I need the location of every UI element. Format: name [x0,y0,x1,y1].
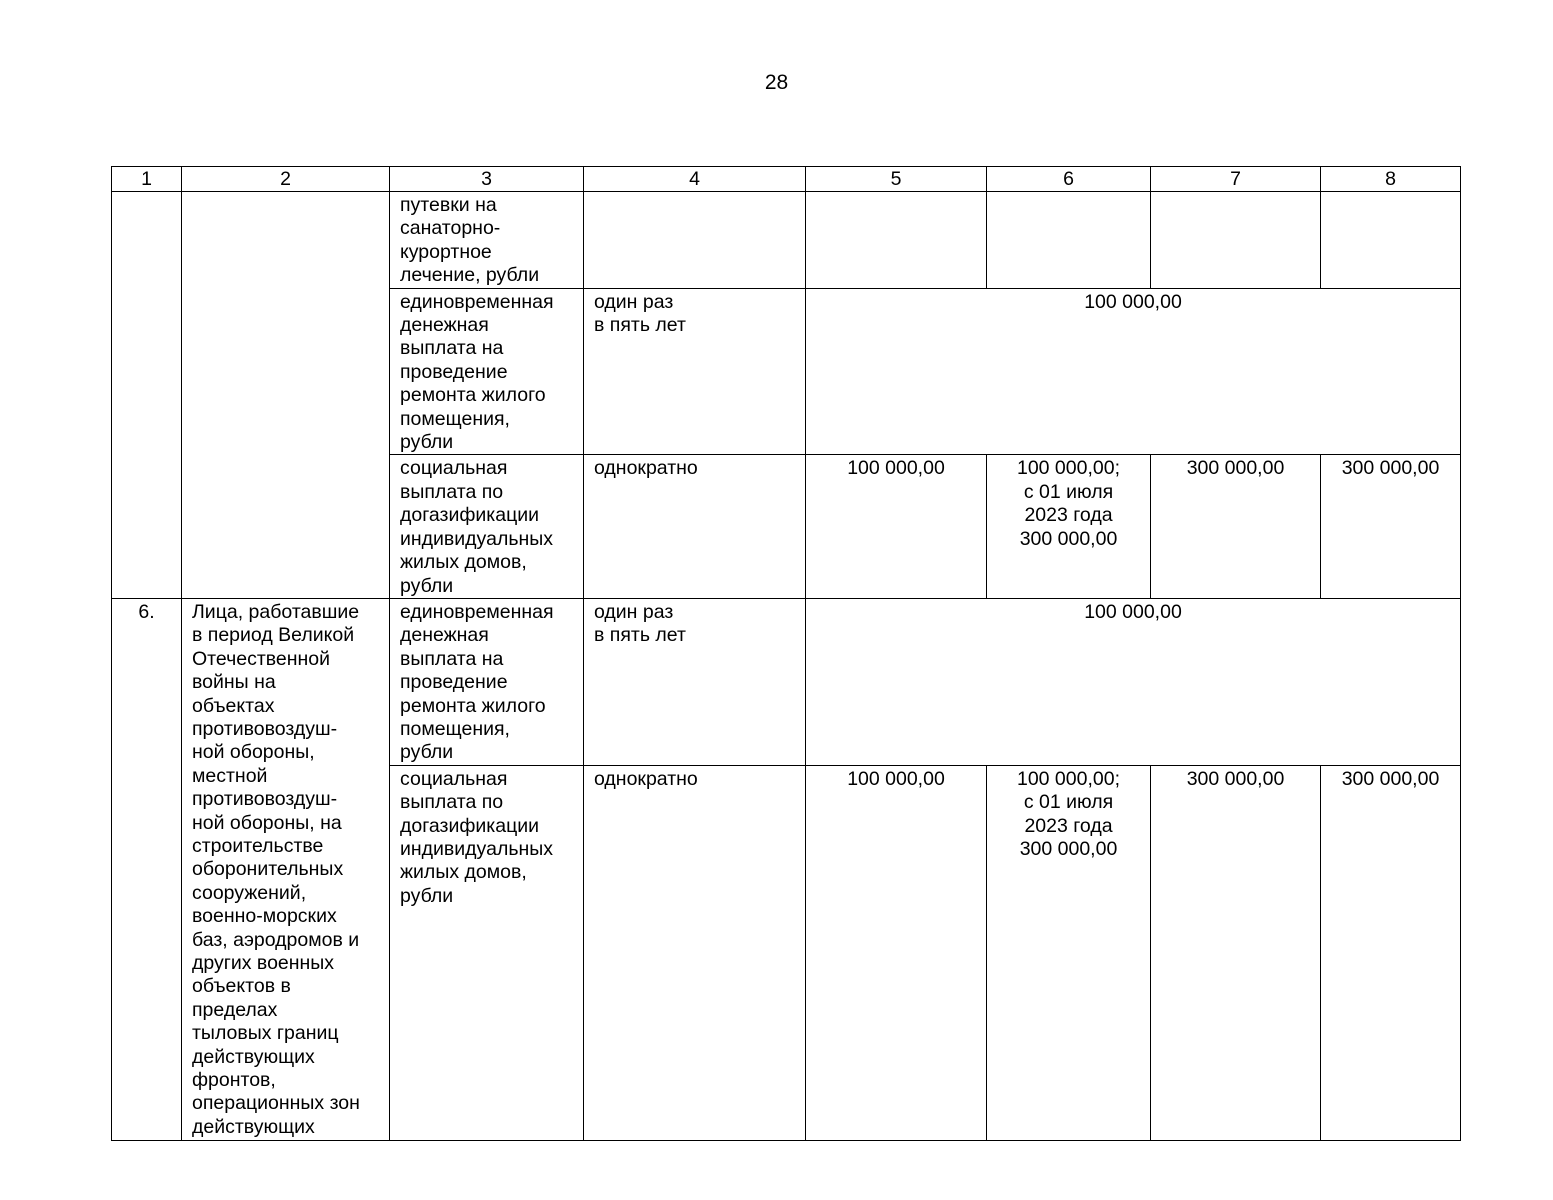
column-number-header-row [112,167,1461,192]
amount-cell-6: 100 000,00; с 01 июля 2023 года 300 000,00 [987,455,1151,598]
group-category-cell [182,192,390,599]
amount-cell-6: 100 000,00; с 01 июля 2023 года 300 000,00 [987,765,1151,1140]
amount-cell-5: 100 000,00 [806,765,987,1140]
amount-cell-8: 300 000,00 [1321,455,1461,598]
benefit-type-cell: единовременная денежная выплата на проведение ремонта жилого помещения, рубли [390,598,584,765]
amount-cell-5 [806,192,987,289]
merged-amount-cell: 100 000,00 [806,288,1461,455]
column-header-2: 2 [182,167,390,192]
benefit-type-cell: социальная выплата по догазификации индивидуальных жилых домов, рубли [390,455,584,598]
column-header-5: 5 [806,167,987,192]
amount-cell-8 [1321,192,1461,289]
column-header-7: 7 [1151,167,1321,192]
amount-cell-7: 300 000,00 [1151,765,1321,1140]
benefit-type-cell: единовременная денежная выплата на проведение ремонта жилого помещения, рубли [390,288,584,455]
benefits-table [111,166,1461,1141]
page-number: 28 [764,71,789,94]
benefit-type-cell: социальная выплата по догазификации индивидуальных жилых домов, рубли [390,765,584,1140]
amount-cell-5: 100 000,00 [806,455,987,598]
column-header-8: 8 [1321,167,1461,192]
amount-cell-7 [1151,192,1321,289]
frequency-cell: один раз в пять лет [584,598,806,765]
benefit-type-cell: путевки на санаторно- курортное лечение, рубли [390,192,584,289]
column-header-4: 4 [584,167,806,192]
frequency-cell: однократно [584,455,806,598]
frequency-cell [584,192,806,289]
column-header-3: 3 [390,167,584,192]
frequency-cell: однократно [584,765,806,1140]
column-header-6: 6 [987,167,1151,192]
amount-cell-6 [987,192,1151,289]
frequency-cell: один раз в пять лет [584,288,806,455]
table-row [112,192,1461,289]
table-row [112,598,1461,765]
group-number-cell: 6. [112,598,182,1140]
column-header-1: 1 [112,167,182,192]
amount-cell-8: 300 000,00 [1321,765,1461,1140]
group-category-cell: Лица, работавшие в период Великой Отечественной войны на объектах противовоздуш- ной обороны, местной противовоздуш- ной обороны, на строительстве оборонительных сооружений, военно-морских баз, аэродромов и других военных объектов в пределах тыловых границ действующих фронтов, операционных зон действующих [182,598,390,1140]
group-number-cell [112,192,182,599]
merged-amount-cell: 100 000,00 [806,598,1461,765]
amount-cell-7: 300 000,00 [1151,455,1321,598]
